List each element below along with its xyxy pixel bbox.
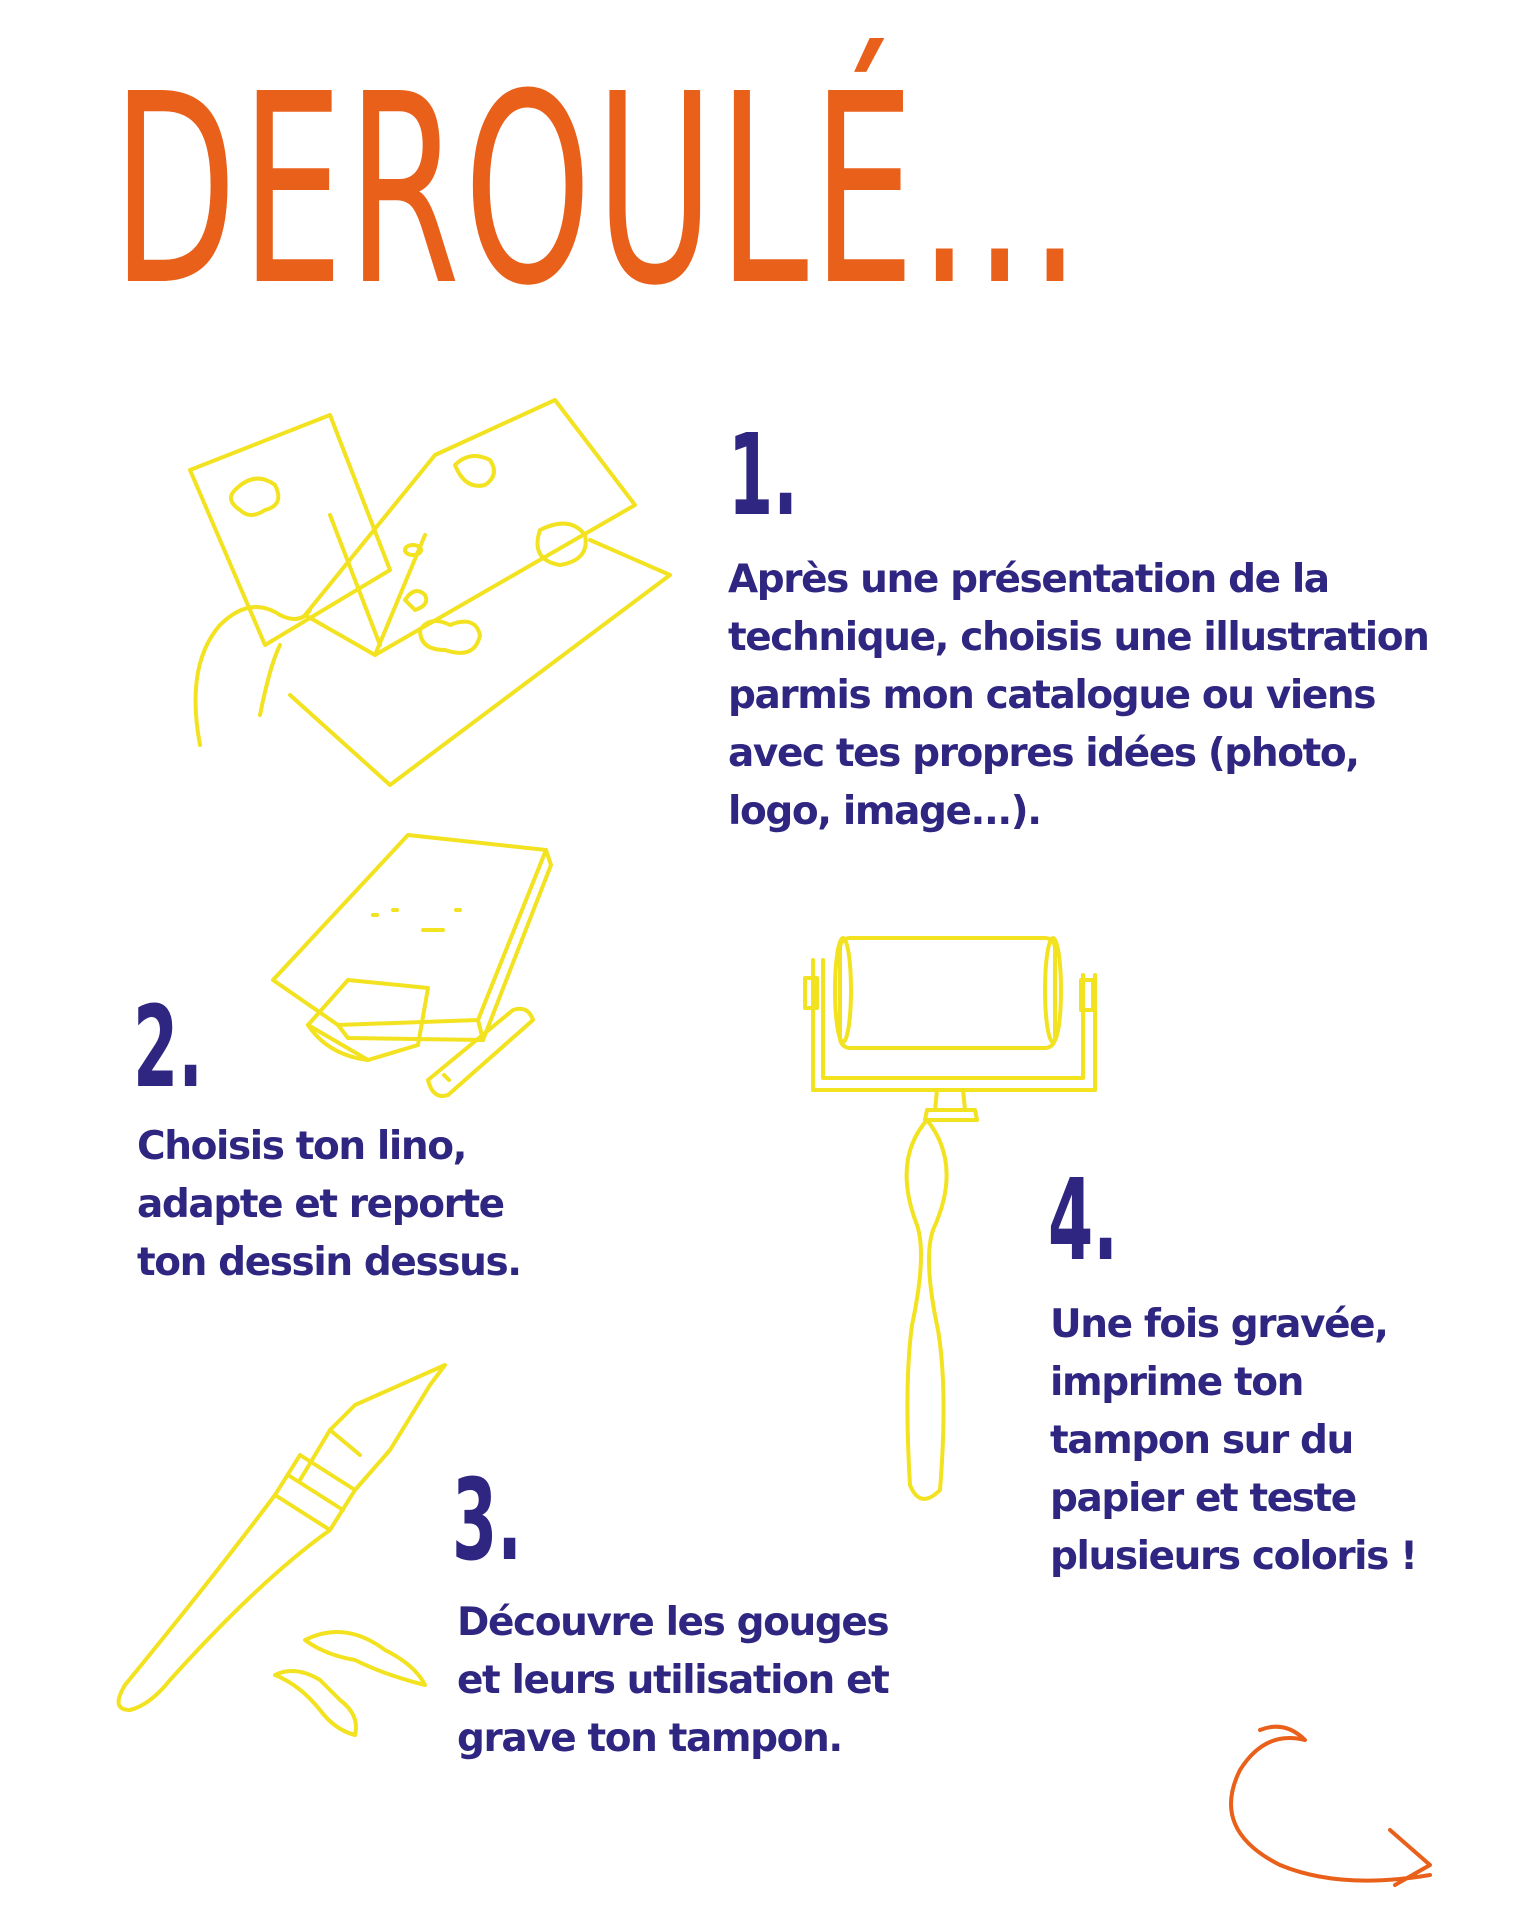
- gouge-icon: [105, 1360, 465, 1760]
- step-1-line: parmis mon catalogue ou viens: [728, 673, 1376, 718]
- step-4-text: [1050, 1296, 1417, 1586]
- step-1-line: technique, choisis une illustration: [728, 615, 1429, 660]
- step-1-text: [728, 551, 1428, 841]
- step-3-line: Découvre les gouges: [457, 1600, 889, 1645]
- step-1-line: logo, image...).: [728, 789, 1041, 834]
- lino-block-icon: [268, 830, 578, 1110]
- step-1-number: 1.: [728, 411, 798, 541]
- step-3-line: grave ton tampon.: [457, 1716, 842, 1761]
- step-2-line: ton dessin dessus.: [137, 1240, 521, 1285]
- page-title: DEROULÉ...: [112, 38, 1085, 343]
- step-1-line: avec tes propres idées (photo,: [728, 731, 1359, 776]
- step-4-line: Une fois gravée,: [1050, 1302, 1388, 1347]
- step-1-line: Après une présentation de la: [728, 557, 1329, 602]
- step-4-line: plusieurs coloris !: [1050, 1534, 1417, 1579]
- step-4-line: tampon sur du: [1050, 1418, 1353, 1463]
- step-2-number: 2.: [133, 983, 203, 1113]
- catalogue-icon: [180, 395, 600, 755]
- step-3-number: 3.: [452, 1456, 522, 1586]
- step-2-text: [137, 1118, 521, 1292]
- step-3-line: et leurs utilisation et: [457, 1658, 889, 1703]
- step-4-line: imprime ton: [1050, 1360, 1303, 1405]
- step-2-line: Choisis ton lino,: [137, 1124, 467, 1169]
- curved-arrow-right-icon[interactable]: [1210, 1720, 1450, 1900]
- step-4-line: papier et teste: [1050, 1476, 1356, 1521]
- step-3-text: [457, 1594, 888, 1768]
- step-4-number: 4.: [1048, 1156, 1118, 1286]
- step-2-line: adapte et reporte: [137, 1182, 504, 1227]
